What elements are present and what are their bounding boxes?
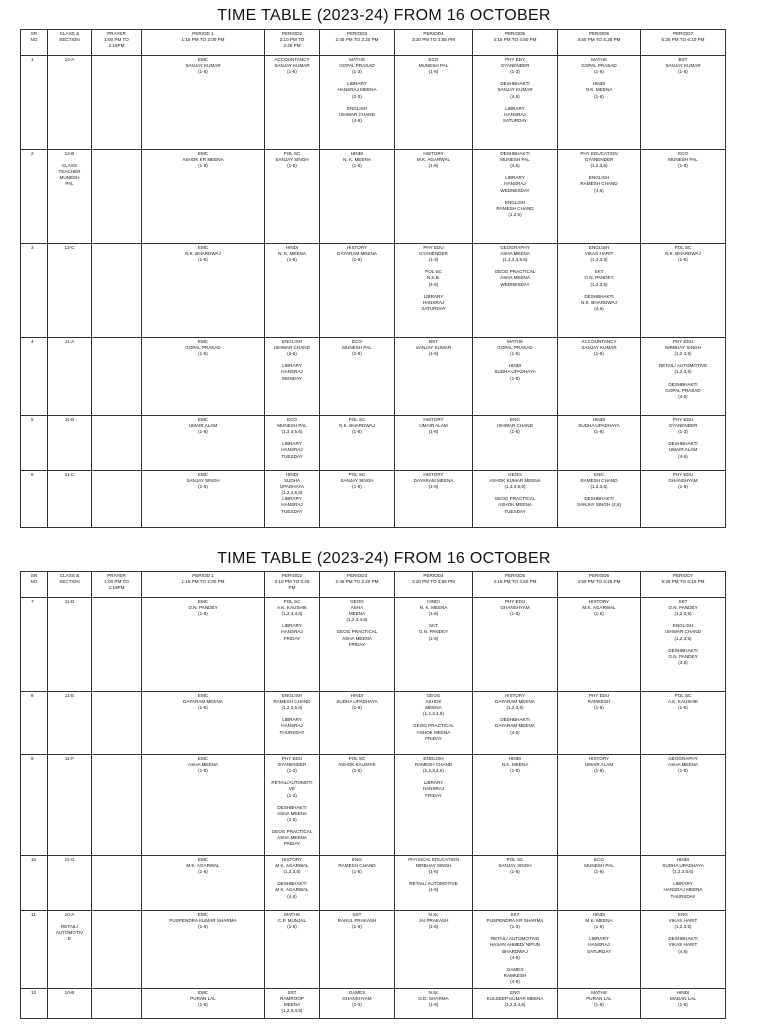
cell-period-6: MATHS GOPAL PRASAD (1-6) HINDI N.K. MEENA (1-6) (558, 56, 641, 150)
table-body (21, 56, 726, 528)
header-prayer: PRAYER 1:00 PM TO 1:15PM (92, 572, 142, 598)
cell-period-2: ENGLISH ISHWAR CHAND (2-6) LIBRARY HANSRAJ MONDAY (265, 338, 320, 416)
cell-period-4: N.Sc JAI PRAKASH (1-6) (395, 911, 473, 989)
cell-period-3: SST RAHUL PRAKASH (1-6) (320, 911, 395, 989)
cell-period-7: PHY EDU NIRBHAY SINGH (1,2,3,5) RETAIL/ AUTOMOTIVE (1,2,3,5) DESHBHAKTI GOPAL PRASAD (4,6) (641, 338, 726, 416)
cell-period-5: MATHS GOPAL PRASAD (1-6) HINDI SUDHA UPADHAYA (1-6) (473, 338, 558, 416)
cell-period-2: SST RAMROOP MEENA (1,2,3,4,5) (265, 989, 320, 1019)
cell-period-6: ACCOUNTANCY SANJAY KUMAR (1-6) (558, 338, 641, 416)
header-period-1: PERIOD 1 1:15 PM TO 2:00 PM (142, 572, 265, 598)
cell-period-7: PHY EDU GHANSHYAM (1-6) (641, 471, 726, 528)
cell-prayer (92, 471, 142, 528)
cell-prayer (92, 150, 142, 244)
table-row (21, 989, 726, 1019)
cell-period-2: ECO MUNESH PAL (1,3,4,5,6) LIBRARY HANSRAJ TUESDAY (265, 416, 320, 471)
cell-period-4: BST SANJAY KUMAR (1-6) (395, 338, 473, 416)
cell-period-2: HISTORY M.K. AGARWAL (1,2,3,5) DESHBHAKTI M.K. AGARWAL (4,6) (265, 856, 320, 911)
header-period-3: PERIOD3 2:45 PM TO 3:20 PM (320, 30, 395, 56)
table-row (21, 755, 726, 856)
cell-period-7: BST SANJAY KUMAR (1-6) (641, 56, 726, 150)
header-class-section: CLASS & SECTION (48, 572, 92, 598)
cell-class-section: 11-C (48, 471, 92, 528)
table-row (21, 911, 726, 989)
cell-period-4: HISTORY M.K. AGARWAL (1-6) (395, 150, 473, 244)
cell-sr-no: 1 (21, 56, 48, 150)
header-row (21, 30, 726, 56)
cell-period-7: HINDI SUDHA UPADHAYA (1,2,3,5,6) LIBRARY HANSRAJ MEENA THURSDAY (641, 856, 726, 911)
table-row (21, 471, 726, 528)
cell-class-section: 10-B (48, 989, 92, 1019)
page-title-2: TIME TABLE (2023-24) FROM 16 OCTOBER (217, 550, 551, 567)
cell-period-4: HISTORY DAYARAM MEENA (1-6) (395, 471, 473, 528)
cell-period-2: HINDI N. K. MEENA (1-6) (265, 244, 320, 338)
cell-period-1: EMC SANJAY SINGH (1-6) (142, 471, 265, 528)
timetable-2 (20, 571, 726, 1019)
cell-class-section: 11-B (48, 416, 92, 471)
cell-period-3: MATHS GOPAL PRASAD (1-3) LIBRARY HANSRAJ MEENA (1-3) ENGLISH ISHWAR CHAND (4-6) (320, 56, 395, 150)
cell-period-6: ENG RAMESH CHAND (1,2,3,5) DESHBHAKTI SANJAY SINGH (4,6) (558, 471, 641, 528)
cell-period-4: HINDI N. K. MEENA (1-6) SKT O.N. PANDEY (1-6) (395, 598, 473, 692)
cell-period-3: POL SC SANJAY SINGH (1-6) (320, 471, 395, 528)
cell-period-3: ECO MUNESH PAL (1-6) (320, 338, 395, 416)
cell-period-2: POL SC A.K. KAUSHIK (1,2,3,4,6) LIBRARY HANSRAJ FRIDAY (265, 598, 320, 692)
cell-period-4: ECO MUNESH PAL (1-6) (395, 56, 473, 150)
cell-period-3: POL SC ASHOK KAUSHIK (1-6) (320, 755, 395, 856)
cell-period-3: HISTORY DAYARAM MEENA (1-6) (320, 244, 395, 338)
cell-period-5: POL SC SANJAY SINGH (1-6) (473, 856, 558, 911)
cell-period-6: ECO MUNESH PAL (1-6) (558, 856, 641, 911)
table-body (21, 598, 726, 1019)
cell-period-2: POL SC SANJAY SINGH (1-6) (265, 150, 320, 244)
cell-period-1: EMC PUSPENDRA KUMAR SHARMA (1-6) (142, 911, 265, 989)
cell-period-1: EMC UMAIR ALAM (1-6) (142, 416, 265, 471)
header-period-5: PERIOD5 4:15 PM TO 4:50 PM (473, 572, 558, 598)
cell-prayer (92, 338, 142, 416)
cell-period-5: HINDI N.K. MEENA (1-6) (473, 755, 558, 856)
cell-sr-no: 12 (21, 989, 48, 1019)
cell-class-section: 11-D (48, 598, 92, 692)
cell-period-7: ENG VIKAS HARIT (1,2,3,5) DESHBHAKTI VIKAS HARIT (4,6) (641, 911, 726, 989)
cell-period-7: POL SC N.K. BHARDWAJ (1-6) (641, 244, 726, 338)
cell-class-section: 12-A (48, 56, 92, 150)
header-period-6: PERIOD6 4:50 PM TO 5:25 PM (558, 30, 641, 56)
cell-prayer (92, 856, 142, 911)
cell-period-5: GEOGRAPHY ASHA MEENA (1,2,3,4,5,6) GEOG PRACTICAL ASHA MEENA WEDNESDAY (473, 244, 558, 338)
table-row (21, 56, 726, 150)
cell-prayer (92, 911, 142, 989)
cell-period-1: EMC PURAN LAL (1-6) (142, 989, 265, 1019)
cell-sr-no: 7 (21, 598, 48, 692)
header-period-7: PERIOD7 5:25 PM TO 6:10 PM (641, 572, 726, 598)
cell-period-1: EMC M.K. AGARWAL (1-6) (142, 856, 265, 911)
cell-period-6: PHY EDUCATION GYANENDER (1,2,3,5) ENGLISH RAMESH CHAND (4,6) (558, 150, 641, 244)
cell-sr-no: 9 (21, 755, 48, 856)
cell-period-2: ENGLISH RAMESH CHAND (1,2,3,5,6) LIBRARY HANSRAJ THURSDAY (265, 692, 320, 755)
cell-class-section: 12-B CLASS TEACHER MUNESH PAL (48, 150, 92, 244)
cell-period-4: GEOG ASHOK MEENA (1,2,3,4,6) GEOG PRACTICAL ASHOK MEENA FRIDAY (395, 692, 473, 755)
cell-prayer (92, 56, 142, 150)
cell-period-5: ENG KULDEEP KUMAR MEENA (1,2,3,4,6) (473, 989, 558, 1019)
cell-period-6: ENGLISH VIKAS HARIT (1,2,3,5) SKT O.N. PANDEY (1,2,3,5) DESHBHAKTI N.K. BHARDWAJ (4,6) (558, 244, 641, 338)
cell-class-section: 11-F (48, 755, 92, 856)
cell-period-5: DESHBHAKTI MUNESH PAL (4,6) LIBRARY HANSRAJ WEDNESDAY ENGLISH RAMESH CHAND (1,2,5) (473, 150, 558, 244)
cell-class-section: 10-A RETAIL/ AUTOMOTIV E (48, 911, 92, 989)
cell-period-1: EMC N.K. BHARDWAJ (1-6) (142, 244, 265, 338)
cell-class-section: 11-E (48, 692, 92, 755)
cell-period-6: HISTORY UMAIR ALAM (1-6) (558, 755, 641, 856)
header-sr-no: SR NO (21, 30, 48, 56)
cell-period-1: EMC DAYARAM MEENA (1-6) (142, 692, 265, 755)
cell-period-6: HINDI SUDHA UPADHAYA (1-6) (558, 416, 641, 471)
header-period-5: PERIOD5 4:15 PM TO 4:50 PM (473, 30, 558, 56)
cell-period-7: SKT O.N. PANDEY (1,2,3,5) ENGLISH ISHWAR CHAND (1,2,3,5) DESHBHAKTI O.N. PANDEY (4,6) (641, 598, 726, 692)
cell-period-3: HINDI N. K. MEENA (1-6) (320, 150, 395, 244)
cell-period-1: EMC ASHA MEENA (1-6) (142, 755, 265, 856)
header-sr-no: SR NO (21, 572, 48, 598)
cell-period-2: HINDI SUDHA UPADHAYA (1,2,4,5,6) LIBRARY HANSRAJ TUESDAY (265, 471, 320, 528)
cell-sr-no: 4 (21, 338, 48, 416)
cell-period-1: EMC ASHOK KR MEENA (1-6) (142, 150, 265, 244)
cell-sr-no: 11 (21, 911, 48, 989)
cell-period-3: GEOG ASHA MEENA (1,2,3,4,6) GEOG PRACTICAL ASHA MEENA FRIDAY (320, 598, 395, 692)
header-period-3: PERIOD3 2:45 PM TO 3:20 PM (320, 572, 395, 598)
cell-period-2: ACCOUNTANCY SANJAY KUMAR (1-6) (265, 56, 320, 150)
table-row (21, 856, 726, 911)
cell-period-3: POL SC N.K. BHARDWAJ (1-6) (320, 416, 395, 471)
cell-class-section: 11-A (48, 338, 92, 416)
cell-period-5: PHY EDY GYANENDER (1-3) DESHBHAKTI SANJAY KUMAR (4,5) LIBRARY HANSRAJ SATURDAY (473, 56, 558, 150)
cell-period-6: HISTORY M.K. AGARWAL (1-6) (558, 598, 641, 692)
cell-period-4: HISTORY UMAIR ALAM (1-6) (395, 416, 473, 471)
cell-period-1: EMC O.N. PANDEY (1-6) (142, 598, 265, 692)
cell-sr-no: 10 (21, 856, 48, 911)
cell-period-5: GEOG ASHOK KUMAR MEENA (1,3,4,5,6) GEOG PRACTICAL ASHOK MEENA TUESDAY (473, 471, 558, 528)
cell-period-6: MATHS PURAN LAL (1-6) (558, 989, 641, 1019)
cell-period-3: ENG RAMESH CHAND (1-6) (320, 856, 395, 911)
cell-period-6: HINDI M.K. MEENA (1-6) LIBRARY HANSRAJ SATURDAY (558, 911, 641, 989)
table-row (21, 338, 726, 416)
cell-sr-no: 8 (21, 692, 48, 755)
cell-period-5: HISTORY DAYARAM MEENA (1,2,3,5) DESHBHAKTI DAYARAM MEENA (4,6) (473, 692, 558, 755)
cell-period-5: ENG ISHWAR CHAND (1-6) (473, 416, 558, 471)
cell-period-6: PHY EDU RAMKESH (1-6) (558, 692, 641, 755)
cell-prayer (92, 692, 142, 755)
cell-sr-no: 5 (21, 416, 48, 471)
cell-prayer (92, 989, 142, 1019)
table-row (21, 416, 726, 471)
header-prayer: PRAYER 1:00 PM TO 1:15PM (92, 30, 142, 56)
cell-sr-no: 2 (21, 150, 48, 244)
cell-period-2: MATHS C.P. MUNJAL (1-6) (265, 911, 320, 989)
table-row (21, 692, 726, 755)
cell-period-7: HINDI MADAN LAL (1-6) (641, 989, 726, 1019)
cell-period-5: SKT PUSPENDRA KR SHARMA (1-3) RETAIL/ AUTOMOTIVE HASAN AHMED/ NIPUN BHARDWAJ (4-6) GAMES RAMKESH (4-6) (473, 911, 558, 989)
timetable-1 (20, 29, 726, 528)
cell-prayer (92, 416, 142, 471)
header-period-2: PERIOD2 2:10 PM TO 2:45 PM (265, 30, 320, 56)
table-row (21, 598, 726, 692)
cell-class-section: 12-C (48, 244, 92, 338)
table-row (21, 150, 726, 244)
cell-sr-no: 6 (21, 471, 48, 528)
cell-period-1: EMC SANJAY KUMAR (1-6) (142, 56, 265, 150)
header-period-1: PERIOD 1 1:15 PM TO 2:00 PM (142, 30, 265, 56)
header-period-7: PERIOD7 5:25 PM TO 6:10 PM (641, 30, 726, 56)
cell-period-4: PHYSICAL EDUCATION NIRBHAY SINGH (1-6) RETAIL/ AUTOMOTIVE (1-6) (395, 856, 473, 911)
header-class-section: CLASS & SECTION (48, 30, 92, 56)
cell-class-section: 11-G (48, 856, 92, 911)
header-period-4: PERIOD4 3:20 PM TO 3:55 PM (395, 30, 473, 56)
header-row (21, 572, 726, 598)
header-period-2: PERIOD2 2:10 PM TO 2:45 PM (265, 572, 320, 598)
cell-period-1: EMC GOPAL PRASAD (1-6) (142, 338, 265, 416)
cell-period-2: PHY EDU GYANENDER (1-3) RETAIL/AUTOMOTI VE (1-3) DESHBHAKTI ASHA MEENA (4,6) GEOG PRACTICAL ASHA MEENA FRIDAY (265, 755, 320, 856)
cell-period-7: PHY EDU GYANENDER (1-3) DESHBHAKTI UMAIR ALAM (4-6) (641, 416, 726, 471)
header-period-4: PERIOD4 3:20 PM TO 3:55 PM (395, 572, 473, 598)
header-period-6: PERIOD6 4:50 PM TO 5:25 PM (558, 572, 641, 598)
table-row (21, 244, 726, 338)
cell-period-4: ENGLISH RAMESH CHAND (1,2,3,4,6) LIBRARY HANSRAJ FRIDAY (395, 755, 473, 856)
cell-prayer (92, 755, 142, 856)
cell-prayer (92, 244, 142, 338)
cell-period-7: GEOGRAPHY ASHA MEENA (1-6) (641, 755, 726, 856)
page-title-1: TIME TABLE (2023-24) FROM 16 OCTOBER (217, 7, 551, 24)
cell-sr-no: 3 (21, 244, 48, 338)
cell-period-4: N.Sc G.D. SHARMA (1-6) (395, 989, 473, 1019)
cell-period-4: PHY EDU GYANENDER (1-3) POL SC N.K.B. (4-5) LIBRARY HANSRAJ SATURDAY (395, 244, 473, 338)
cell-period-3: GAMES GHANSHYAM (1-3) (320, 989, 395, 1019)
cell-period-3: HINDI SUDHA UPADHAYA (1-6) (320, 692, 395, 755)
cell-period-7: ECO MUNESH PAL (1-6) (641, 150, 726, 244)
cell-prayer (92, 598, 142, 692)
cell-period-5: PHY EDU GHANSHYAM (1-6) (473, 598, 558, 692)
cell-period-7: POL SC A.K. KAUSHIK (1-6) (641, 692, 726, 755)
